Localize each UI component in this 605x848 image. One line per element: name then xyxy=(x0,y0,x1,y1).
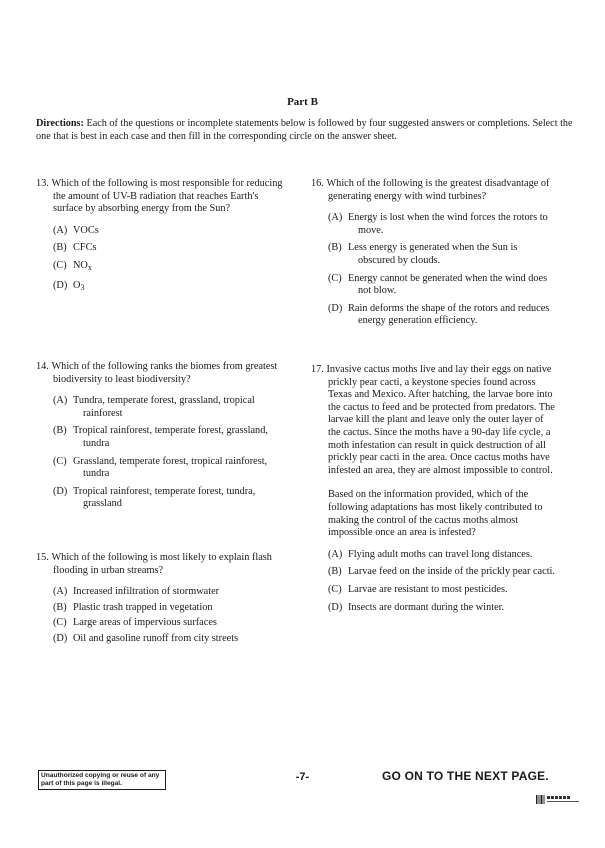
option-text: Grassland, temperate forest, tropical rainforest, tundra xyxy=(73,455,268,480)
answer-option xyxy=(53,456,286,481)
option-letter: (B) xyxy=(53,425,67,437)
answer-option xyxy=(53,586,286,599)
option-letter: (B) xyxy=(328,242,342,254)
option-letter: (A) xyxy=(53,224,68,236)
answer-option xyxy=(328,273,556,298)
option-subscript: x xyxy=(87,262,92,272)
answer-option xyxy=(328,584,556,597)
option-letter: (D) xyxy=(328,601,343,613)
option-text: Larvae are resistant to most pesticides. xyxy=(348,583,508,595)
option-text: CFCs xyxy=(73,242,97,254)
answer-option xyxy=(53,260,286,275)
answer-option xyxy=(328,242,556,267)
answer-option xyxy=(328,303,556,328)
question-number: 15. xyxy=(36,552,49,563)
option-text: Increased infiltration of stormwater xyxy=(73,586,220,598)
directions-label: Directions: xyxy=(36,118,84,129)
next-page-instruction: GO ON TO THE NEXT PAGE. xyxy=(382,769,549,783)
question-13 xyxy=(36,178,286,299)
answer-option xyxy=(328,566,556,579)
option-text: Tropical rainforest, temperate forest, grassland, tundra xyxy=(73,425,268,449)
answer-option xyxy=(328,549,556,562)
option-letter: (D) xyxy=(328,302,343,314)
question-14-stem xyxy=(36,361,286,386)
question-14 xyxy=(36,361,286,516)
answer-option xyxy=(53,425,286,450)
option-letter: (B) xyxy=(53,601,67,613)
option-text: Plastic trash trapped in vegetation xyxy=(73,601,213,613)
question-16 xyxy=(311,178,556,333)
answer-option xyxy=(53,633,286,646)
option-text: Energy is lost when the wind forces the rotors to move. xyxy=(348,212,548,236)
option-text: Oil and gasoline runoff from city streets xyxy=(73,632,239,644)
option-letter: (A) xyxy=(328,212,343,224)
directions-text: Each of the questions or incomplete statements below is followed by four suggested answers or completions. Select the one that is best in each case and then fill in the corresponding circle on the answer sheet. xyxy=(36,118,573,142)
question-number: 16. xyxy=(311,178,324,189)
option-text: O xyxy=(73,279,81,291)
option-letter: (C) xyxy=(328,272,342,284)
question-15 xyxy=(36,552,286,649)
option-letter: (C) xyxy=(328,583,342,595)
answer-option xyxy=(53,617,286,630)
answer-option xyxy=(53,280,286,295)
option-letter: (B) xyxy=(328,566,342,578)
question-text: Which of the following ranks the biomes from greatest biodiversity to least biodiversity? xyxy=(51,361,278,385)
option-letter: (D) xyxy=(53,279,68,291)
option-subscript: 3 xyxy=(80,282,85,292)
question-16-stem xyxy=(311,178,556,203)
answer-option xyxy=(53,486,286,511)
option-letter: (D) xyxy=(53,485,68,497)
option-text: Less energy is generated when the Sun is obscured by clouds. xyxy=(348,242,518,266)
option-letter: (D) xyxy=(53,632,68,644)
copyright-notice: Unauthorized copying or reuse of any part of this page is illegal. xyxy=(38,770,166,790)
question-text: Which of the following is most likely to explain flash flooding in urban streams? xyxy=(51,552,272,576)
answer-option xyxy=(53,602,286,615)
option-letter: (C) xyxy=(53,259,67,271)
question-number: 13. xyxy=(36,178,49,189)
question-17-stem: Based on the information provided, which of the following adaptations has most likely contributed to making the control of the cactus moths almost impossible once an area is infested? xyxy=(328,489,543,539)
question-17-passage xyxy=(311,364,556,477)
barcode-icon xyxy=(536,795,580,804)
question-number: 17. xyxy=(311,364,324,375)
question-number: 14. xyxy=(36,361,49,372)
option-text: NO xyxy=(73,259,88,271)
directions xyxy=(36,117,576,143)
option-letter: (A) xyxy=(53,395,68,407)
option-letter: (A) xyxy=(328,548,343,560)
question-text: Which of the following is the greatest disadvantage of generating energy with wind turbines? xyxy=(326,178,550,202)
option-letter: (C) xyxy=(53,455,67,467)
option-text: Tundra, temperate forest, grassland, tropical rainforest xyxy=(73,395,255,419)
question-text: Which of the following is most responsible for reducing the amount of UV-B radiation that reaches Earth's surface by absorbing energy from the Sun? xyxy=(51,178,283,215)
option-letter: (B) xyxy=(53,242,67,254)
answer-option xyxy=(53,395,286,420)
option-text: Larvae feed on the inside of the prickly pear cacti. xyxy=(348,566,555,578)
question-17 xyxy=(311,364,556,619)
option-text: Insects are dormant during the winter. xyxy=(348,601,505,613)
answer-option xyxy=(328,602,556,615)
answer-option xyxy=(53,242,286,255)
option-text: Rain deforms the shape of the rotors and reduces energy generation efficiency. xyxy=(348,302,550,327)
option-text: Large areas of impervious surfaces xyxy=(73,617,217,629)
option-text: Energy cannot be generated when the wind does not blow. xyxy=(348,272,548,297)
part-title: Part B xyxy=(287,96,318,108)
option-letter: (A) xyxy=(53,586,68,598)
option-letter: (C) xyxy=(53,617,67,629)
option-text: VOCs xyxy=(73,224,99,236)
answer-option xyxy=(328,212,556,237)
page-number: -7- xyxy=(295,771,310,783)
option-text: Flying adult moths can travel long distances. xyxy=(348,548,533,560)
option-text: Tropical rainforest, temperate forest, tundra, grassland xyxy=(73,485,256,510)
question-13-stem xyxy=(36,178,286,216)
question-15-stem xyxy=(36,552,286,577)
passage-text: Invasive cactus moths live and lay their eggs on native prickly pear cacti, a keystone species found across Texas and Mexico. After hatching, the larvae bore into the cactus to feed and be protected from predators. The larvae kill the plant and leave only the outer layer of the cactus. Since the moths have a 90-day life cycle, a moth infestation can result in quick destruction of all prickly pear cacti in the area. Once cactus moths have infested an area, they are almost impossible to control. xyxy=(326,364,555,476)
answer-option xyxy=(53,225,286,238)
